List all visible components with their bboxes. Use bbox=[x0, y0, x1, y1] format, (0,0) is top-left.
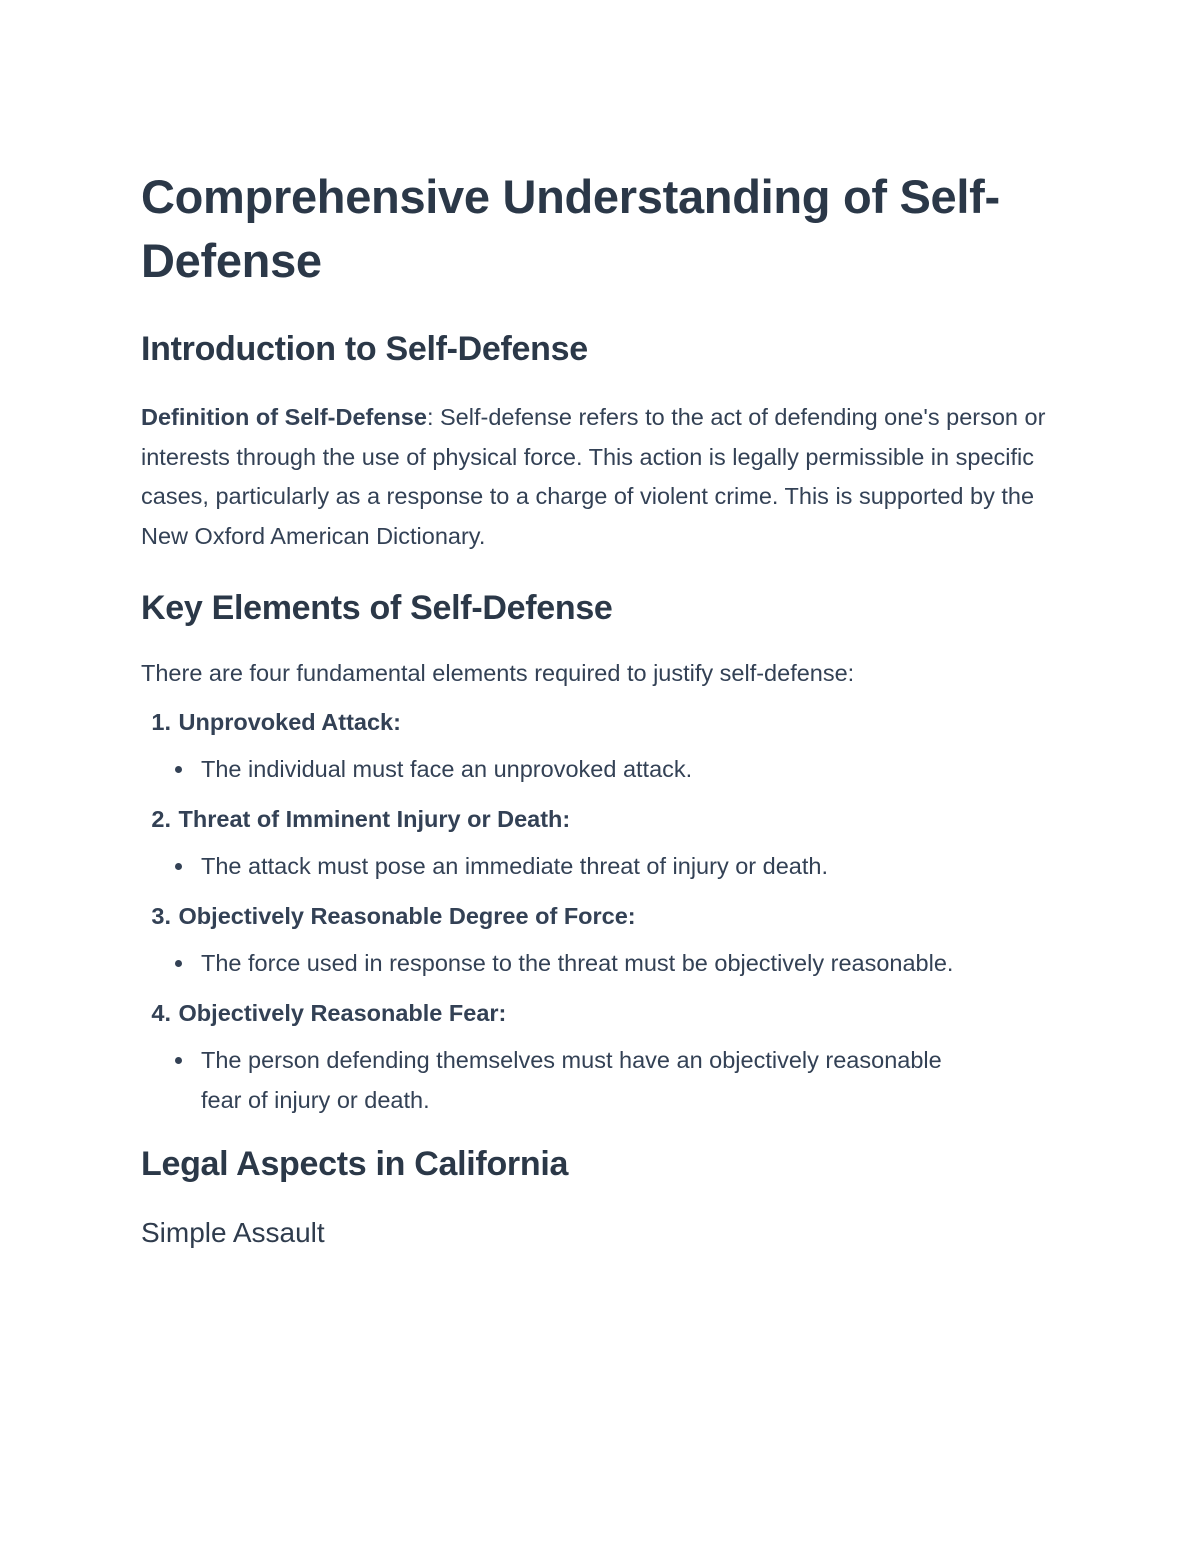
list-item bbox=[141, 994, 1060, 1121]
element-detail-text: The individual must face an unprovoked attack. bbox=[201, 756, 693, 782]
element-detail-list bbox=[141, 944, 1060, 984]
definition-paragraph bbox=[141, 398, 1060, 556]
key-elements-intro: There are four fundamental elements required to justify self-defense: bbox=[141, 660, 855, 686]
element-title bbox=[141, 994, 1060, 1034]
section-heading-introduction: Introduction to Self-Defense bbox=[141, 330, 588, 368]
list-item bbox=[141, 800, 1060, 887]
element-detail-text: The force used in response to the threat must be objectively reasonable. bbox=[201, 950, 954, 976]
key-elements-list bbox=[141, 703, 1060, 1121]
definition-text: : Self-defense refers to the act of defending one's person or interests through the use of physical force. This action is legally permissible in specific cases, particularly as a response to a charge of violent crime. This is supported by the New Oxford American Dictionary. bbox=[141, 404, 1046, 549]
element-title bbox=[141, 897, 1060, 937]
page-title: Comprehensive Understanding of Self-Defense bbox=[141, 170, 1000, 287]
bullet-icon bbox=[175, 960, 182, 967]
element-detail-list bbox=[141, 750, 1060, 790]
bullet-icon bbox=[175, 863, 182, 870]
list-item bbox=[171, 944, 1060, 984]
list-number: 3. bbox=[151, 902, 171, 929]
bullet-icon bbox=[175, 766, 182, 773]
element-title bbox=[141, 800, 1060, 840]
element-title bbox=[141, 703, 1060, 743]
list-item bbox=[171, 847, 1060, 887]
list-number: 2. bbox=[151, 805, 171, 832]
list-item bbox=[171, 1041, 1060, 1120]
element-detail-list bbox=[141, 847, 1060, 887]
definition-label: Definition of Self-Defense bbox=[141, 404, 427, 430]
list-number: 4. bbox=[151, 999, 171, 1026]
element-title-text: Objectively Reasonable Degree of Force: bbox=[178, 902, 636, 929]
section-heading-key-elements: Key Elements of Self-Defense bbox=[141, 589, 613, 627]
element-detail-list bbox=[141, 1041, 1060, 1120]
list-number: 1. bbox=[151, 708, 171, 735]
element-title-text: Unprovoked Attack: bbox=[178, 708, 401, 735]
bullet-icon bbox=[175, 1057, 182, 1064]
list-item bbox=[141, 703, 1060, 790]
subsection-heading-simple-assault: Simple Assault bbox=[141, 1217, 325, 1248]
list-item bbox=[141, 897, 1060, 984]
element-detail-text: The person defending themselves must have an objectively reasonable fear of injury or death. bbox=[201, 1047, 942, 1113]
element-title-text: Objectively Reasonable Fear: bbox=[178, 999, 507, 1026]
element-title-text: Threat of Imminent Injury or Death: bbox=[178, 805, 571, 832]
section-heading-legal-aspects: Legal Aspects in California bbox=[141, 1145, 569, 1183]
element-detail-text: The attack must pose an immediate threat of injury or death. bbox=[201, 853, 828, 879]
list-item bbox=[171, 750, 1060, 790]
